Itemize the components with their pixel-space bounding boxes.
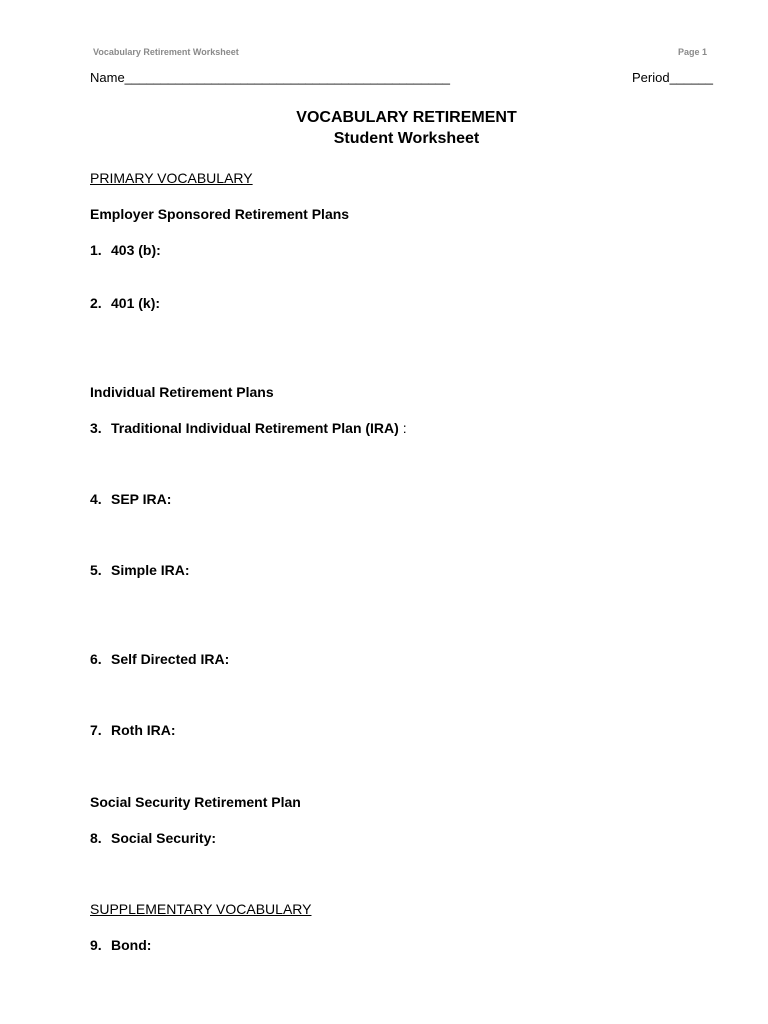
group-employer-plans: Employer Sponsored Retirement Plans — [90, 206, 350, 222]
vocab-item-9 — [90, 937, 151, 953]
item-number: 6. — [90, 651, 102, 667]
item-number: 9. — [90, 937, 102, 953]
item-term: Social Security: — [111, 830, 217, 846]
vocab-item-4 — [90, 491, 171, 507]
item-number: 3. — [90, 420, 102, 436]
name-field[interactable]: Name_____________________________________________ — [90, 70, 451, 85]
item-number: 8. — [90, 830, 102, 846]
page-number: Page 1 — [678, 47, 708, 57]
item-number: 5. — [90, 562, 102, 578]
vocab-item-1 — [90, 242, 161, 258]
item-term: Self Directed IRA: — [111, 651, 230, 667]
item-term: Traditional Individual Retirement Plan (IRA) — [111, 420, 399, 436]
vocab-item-5 — [90, 562, 190, 578]
section-primary-vocabulary: PRIMARY VOCABULARY — [90, 170, 253, 186]
section-supplementary-vocabulary: SUPPLEMENTARY VOCABULARY — [90, 901, 312, 917]
item-term: 403 (b): — [111, 242, 161, 258]
item-term: SEP IRA: — [111, 491, 172, 507]
item-term: Bond: — [111, 937, 152, 953]
vocab-item-2 — [90, 295, 160, 311]
worksheet-title: VOCABULARY RETIREMENT — [296, 109, 517, 126]
item-term-suffix: : — [398, 420, 407, 436]
group-individual-plans: Individual Retirement Plans — [90, 384, 274, 400]
vocab-item-6 — [90, 651, 229, 667]
period-field[interactable]: Period______ — [632, 70, 713, 85]
item-number: 4. — [90, 491, 102, 507]
item-number: 7. — [90, 722, 102, 738]
vocab-item-7 — [90, 722, 176, 738]
item-number: 1. — [90, 242, 102, 258]
running-header-title: Vocabulary Retirement Worksheet — [93, 47, 239, 57]
item-term: Simple IRA: — [111, 562, 190, 578]
group-social-security: Social Security Retirement Plan — [90, 794, 301, 810]
vocab-item-8 — [90, 830, 216, 846]
item-term: Roth IRA: — [111, 722, 176, 738]
worksheet-subtitle: Student Worksheet — [333, 130, 480, 147]
item-term: 401 (k): — [111, 295, 161, 311]
vocab-item-3 — [90, 420, 407, 436]
item-number: 2. — [90, 295, 102, 311]
